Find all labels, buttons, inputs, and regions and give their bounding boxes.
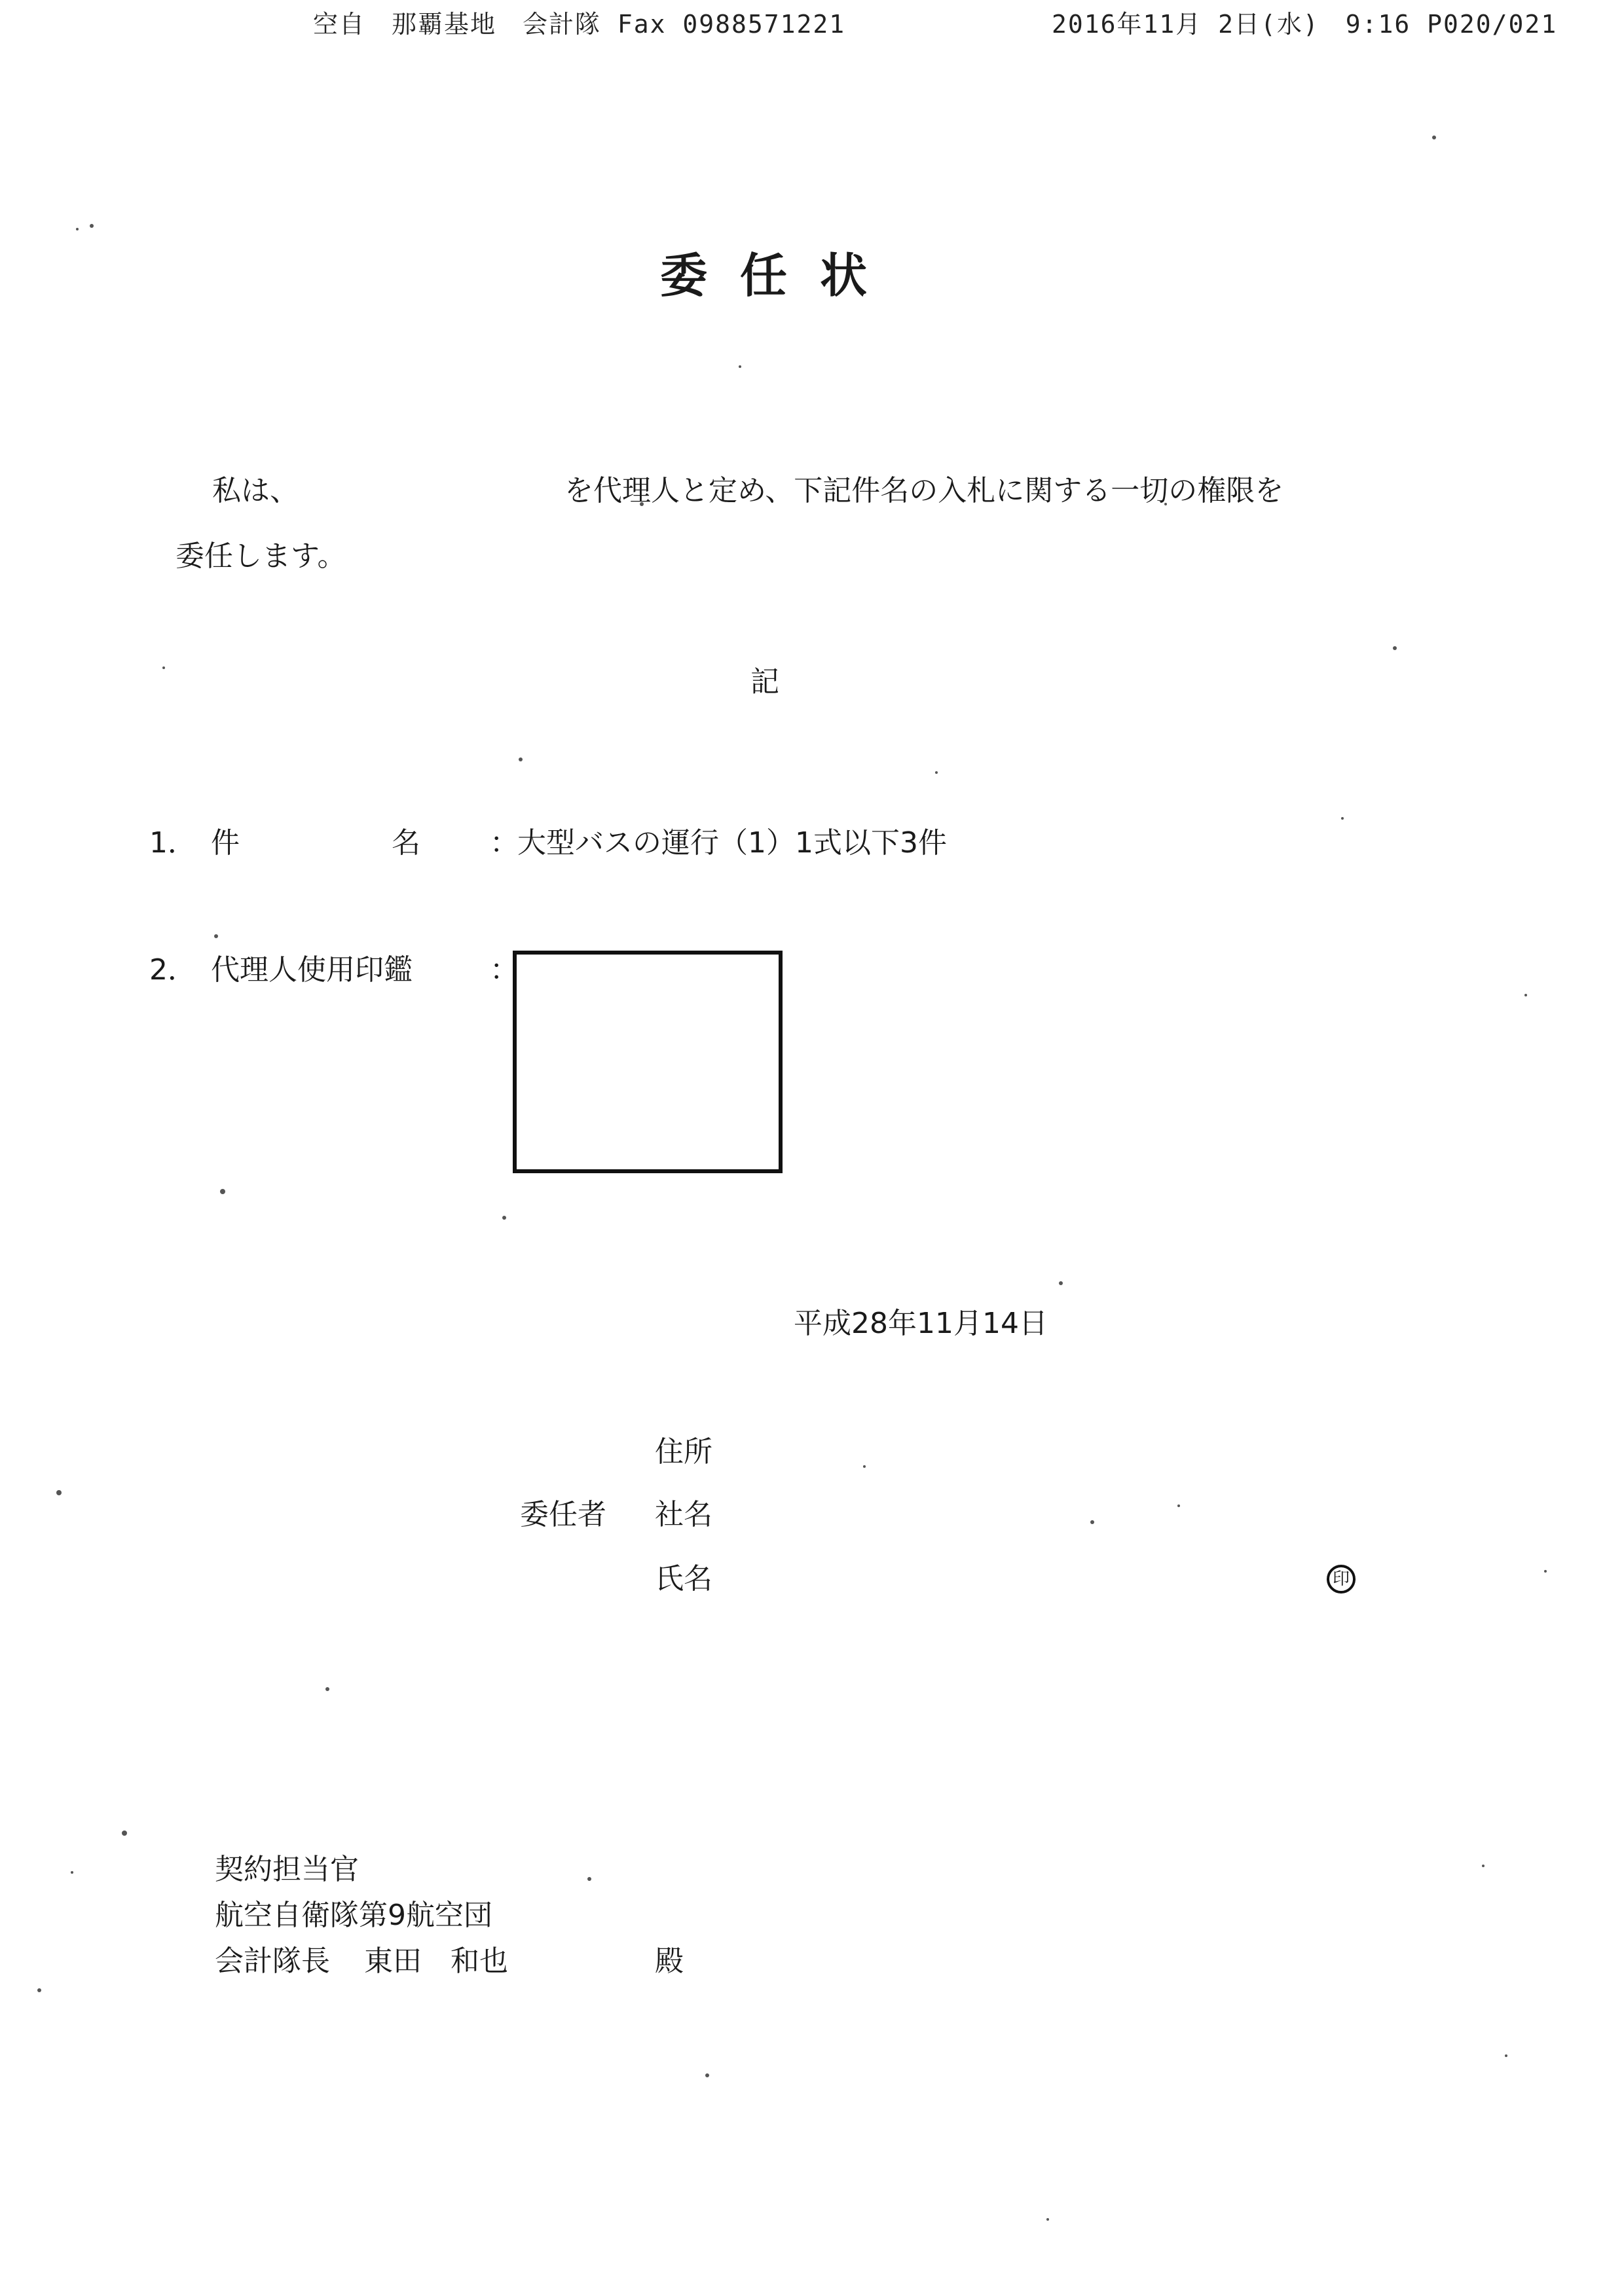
company-label: 社名 (655, 1498, 712, 1531)
item2-number: 2． (149, 953, 196, 987)
document-title: 委任状 (660, 248, 900, 303)
document-date: 平成28年11月14日 (794, 1307, 1048, 1340)
item1-label-b: 名 (392, 826, 420, 860)
body-line2: 委任します。 (175, 539, 346, 573)
addressee-name: 東田 和也 (364, 1944, 508, 1978)
body-line1-start: 私は、 (212, 474, 299, 507)
ki-heading: 記 (750, 665, 779, 699)
fax-sender: 空自 那覇基地 会計隊 Fax 0988571221 (313, 10, 846, 39)
item1-subject-value: 大型バスの運行（1）1式以下3件 (517, 826, 947, 860)
name-label: 氏名 (655, 1562, 712, 1595)
seal-mark-icon: 印 (1327, 1565, 1356, 1594)
addressee-title: 会計隊長 (215, 1944, 330, 1978)
body-line1-end: を代理人と定め、下記件名の入札に関する一切の権限を (564, 474, 1284, 507)
delegator-label: 委任者 (520, 1498, 606, 1531)
item2-colon: ： (490, 953, 519, 987)
addressee-line1: 契約担当官 (215, 1853, 359, 1886)
item1-number: 1． (149, 826, 196, 860)
agent-seal-box (513, 951, 783, 1173)
item1-colon: ： (490, 826, 519, 860)
fax-datetime: 2016年11月 2日(水) 9:16 P020/021 (1052, 10, 1558, 39)
item2-label: 代理人使用印鑑 (211, 953, 413, 987)
addressee-honorific: 殿 (655, 1944, 684, 1978)
item1-label-a: 件 (211, 826, 240, 860)
addressee-line2: 航空自衛隊第9航空団 (215, 1899, 492, 1932)
address-label: 住所 (655, 1435, 712, 1468)
